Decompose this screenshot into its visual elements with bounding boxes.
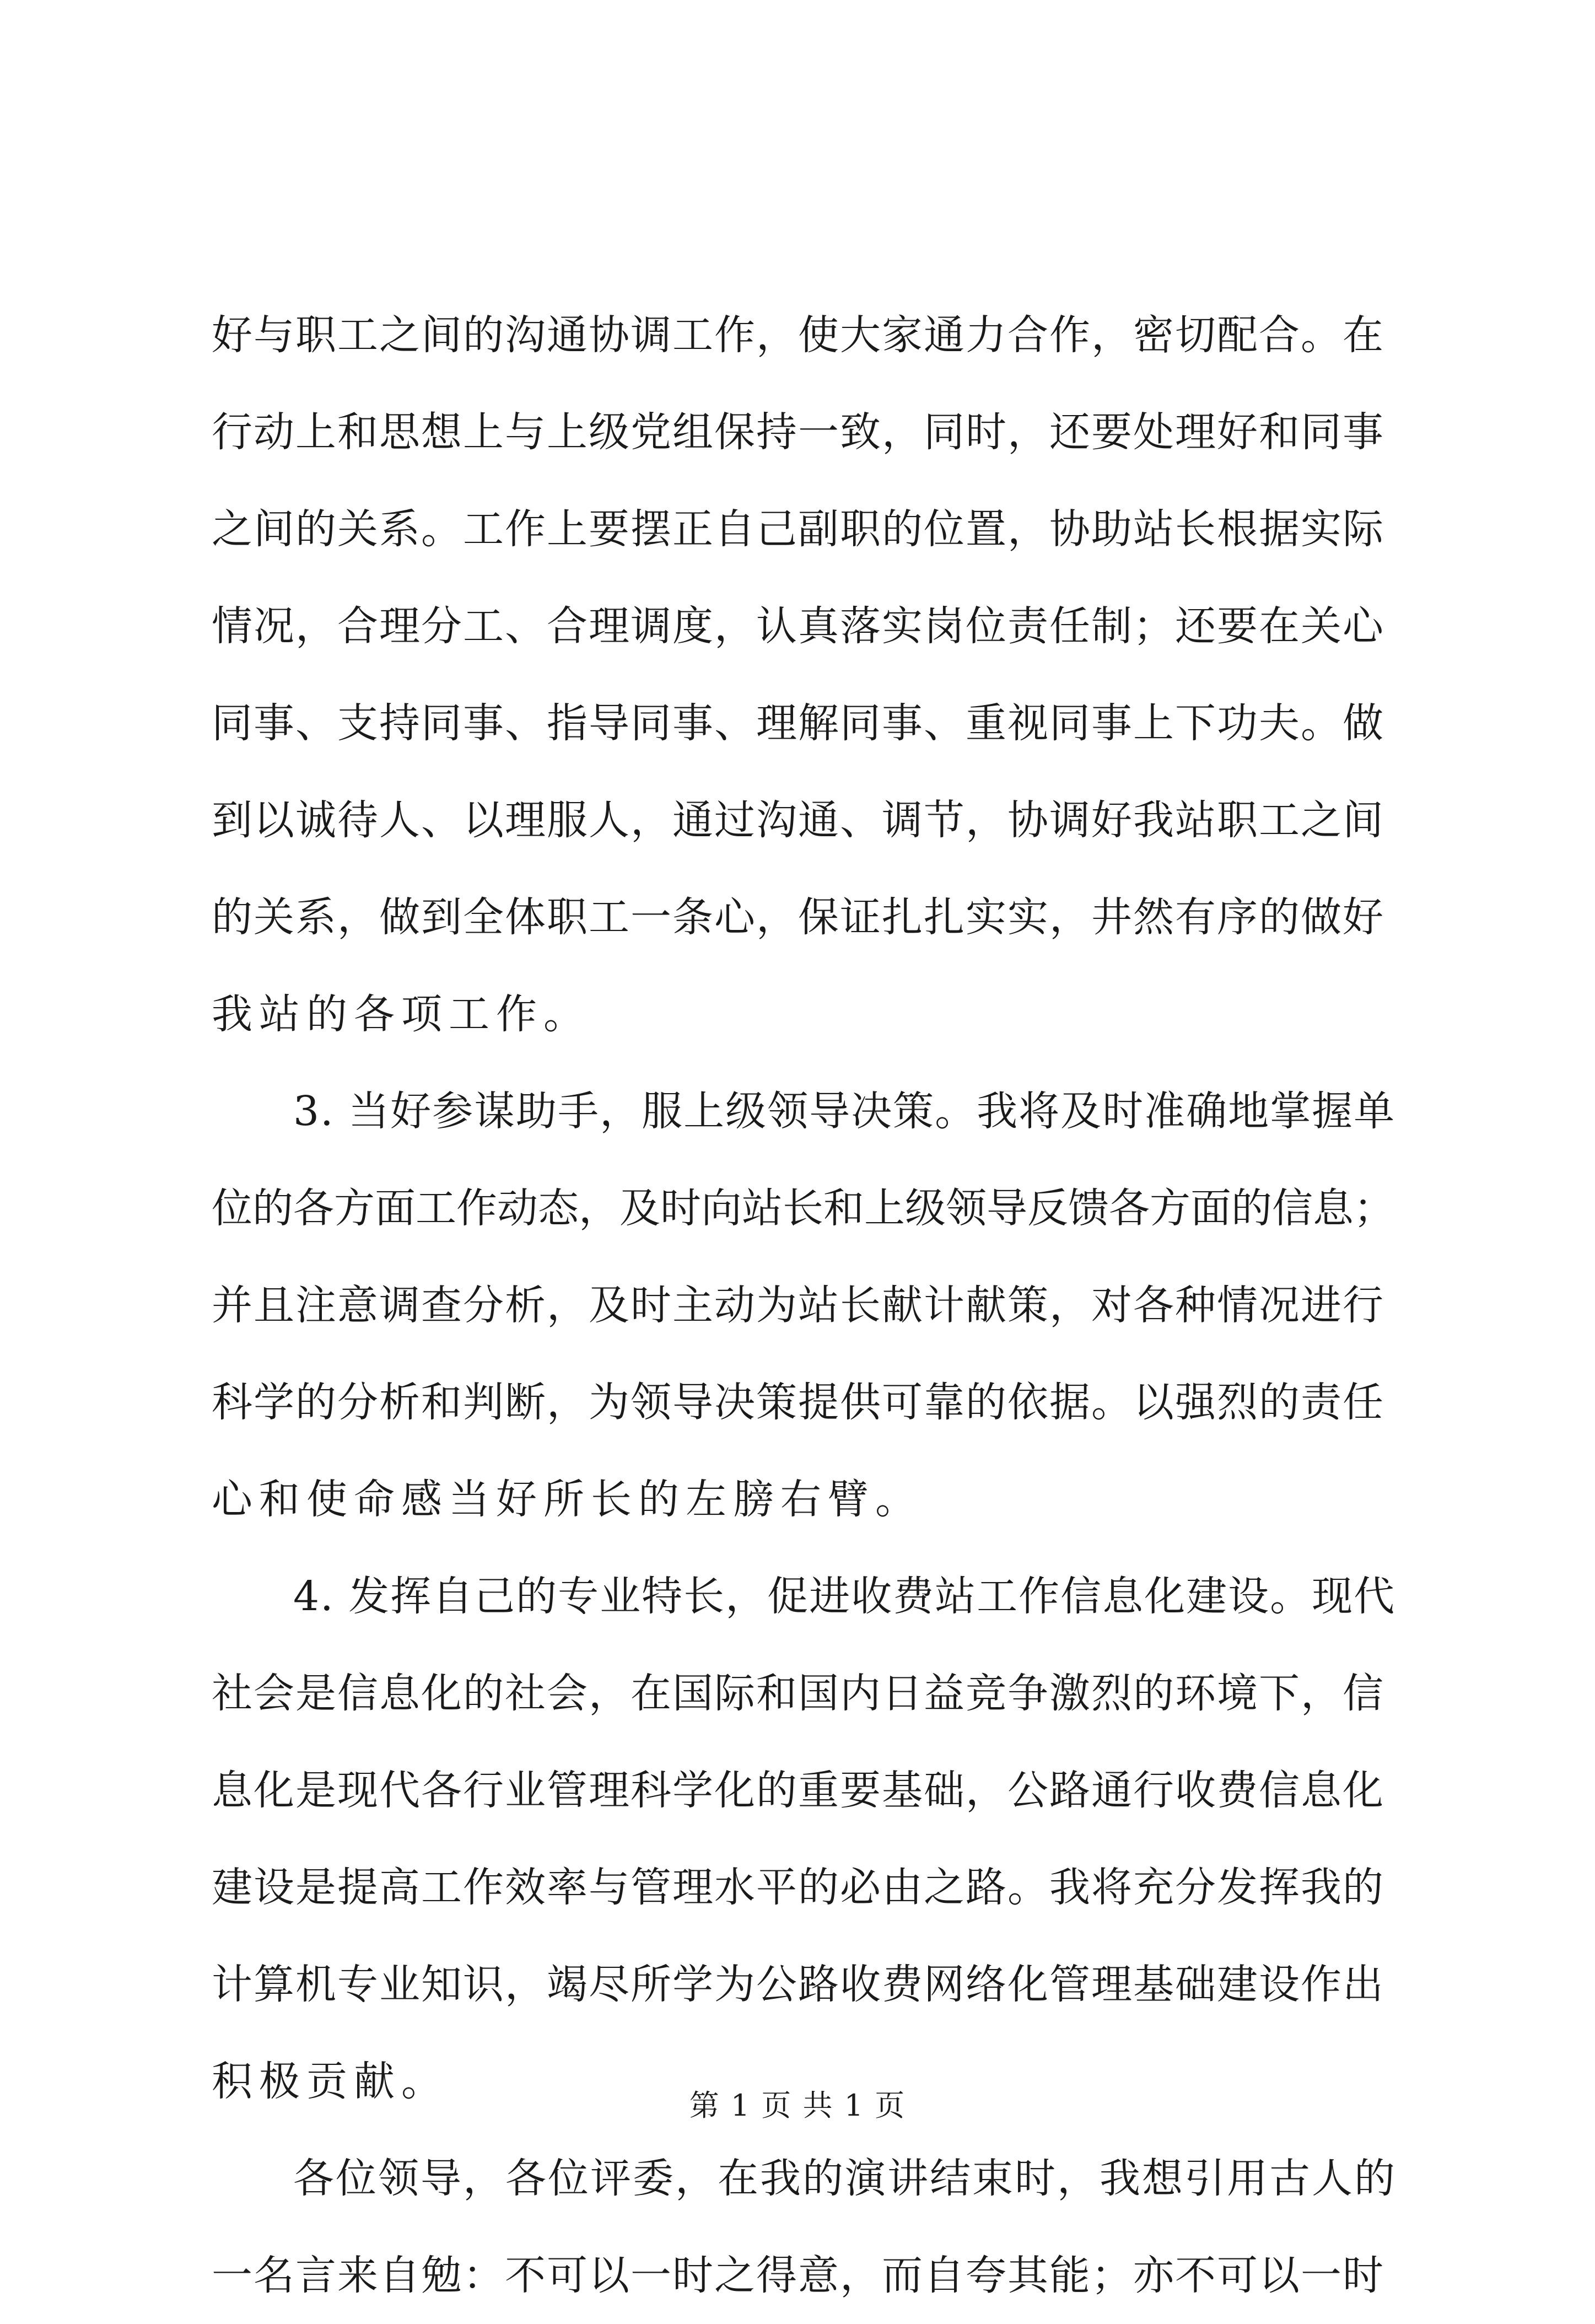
text-line: 我站的各项工作。 bbox=[212, 991, 591, 1038]
text-line: 同事、支持同事、指导同事、理解同事、重视同事上下功夫。做 bbox=[212, 700, 1384, 747]
text-line: 科学的分析和判断，为领导决策提供可靠的依据。以强烈的责任 bbox=[212, 1379, 1384, 1426]
text-line: 之间的关系。工作上要摆正自己副职的位置，协助站长根据实际 bbox=[212, 505, 1384, 553]
text-line: 到以诚待人、以理服人，通过沟通、调节，协调好我站职工之间 bbox=[212, 797, 1384, 844]
text-line: 4. 发挥自己的专业特长，促进收费站工作信息化建设。现代 bbox=[293, 1573, 1396, 1620]
page-footer: 第 1 页 共 1 页 bbox=[689, 2088, 906, 2123]
text-line: 社会是信息化的社会，在国际和国内日益竞争激烈的环境下，信 bbox=[212, 1670, 1384, 1717]
text-line: 好与职工之间的沟通协调工作，使大家通力合作，密切配合。在 bbox=[212, 311, 1384, 359]
text-line: 息化是现代各行业管理科学化的重要基础，公路通行收费信息化 bbox=[212, 1767, 1384, 1814]
document-body bbox=[212, 287, 1397, 2324]
text-line: 行动上和思想上与上级党组保持一致，同时，还要处理好和同事 bbox=[212, 408, 1384, 456]
text-line: 计算机专业知识，竭尽所学为公路收费网络化管理基础建设作出 bbox=[212, 1961, 1384, 2008]
text-line: 位的各方面工作动态，及时向站长和上级领导反馈各方面的信息； bbox=[212, 1185, 1394, 1232]
text-line: 3. 当好参谋助手，服上级领导决策。我将及时准确地掌握单 bbox=[293, 1088, 1396, 1135]
text-line: 心和使命感当好所长的左膀右臂。 bbox=[212, 1476, 923, 1523]
text-line: 并且注意调查分析，及时主动为站长献计献策，对各种情况进行 bbox=[212, 1282, 1384, 1329]
text-line: 积极贡献。 bbox=[212, 2058, 449, 2105]
text-line: 情况，合理分工、合理调度，认真落实岗位责任制；还要在关心 bbox=[212, 602, 1384, 650]
text-line: 一名言来自勉：不可以一时之得意，而自夸其能；亦不可以一时 bbox=[212, 2252, 1384, 2299]
text-line: 各位领导，各位评委，在我的演讲结束时，我想引用古人的 bbox=[293, 2155, 1397, 2202]
text-line: 的关系，做到全体职工一条心，保证扎扎实实，井然有序的做好 bbox=[212, 894, 1384, 941]
text-line: 建设是提高工作效率与管理水平的必由之路。我将充分发挥我的 bbox=[212, 1864, 1384, 1911]
